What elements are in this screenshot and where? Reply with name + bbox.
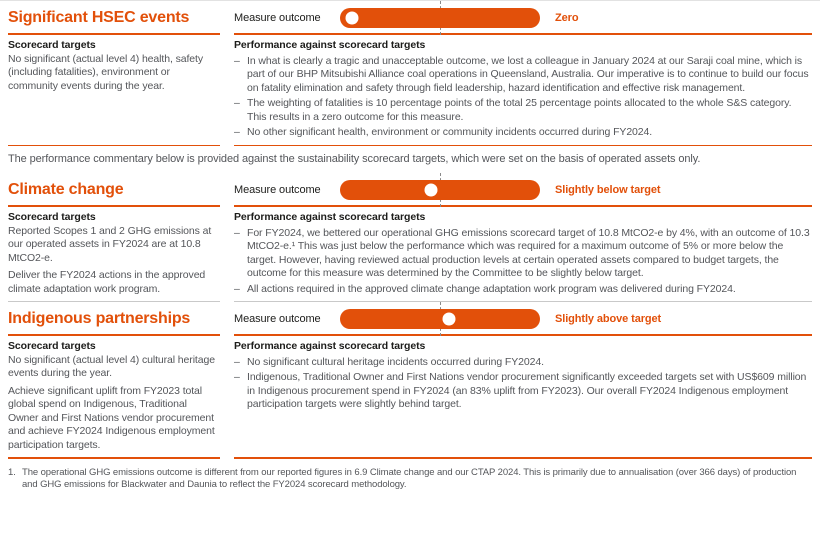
slider-track <box>340 180 540 200</box>
outcome-slider <box>340 180 540 200</box>
section-header-row <box>8 302 812 334</box>
outcome-slider <box>340 8 540 28</box>
scorecard-targets-heading: Scorecard targets <box>8 340 96 352</box>
footnote-text: The operational GHG emissions outcome is different from our reported figures in 6.9 Climate change and our CTAP 2024. This is primarily due to annualisation (over 366 days) of production and GHG emissions for Blackwater and Daunia to reflect the FY2024 scorecard methodology. <box>22 466 797 490</box>
target-paragraph: Reported Scopes 1 and 2 GHG emissions at our operated assets in FY2024 are at 10.8 MtCO2-e. <box>8 224 212 264</box>
bullet-dash: – <box>234 355 240 368</box>
section-climate-change <box>8 173 812 302</box>
performance-bullet: – In what is clearly a tragic and unacceptable outcome, we lost a colleague in January 2024 at our Saraji coal mine, which is part of our BHP Mitsubishi Alliance coal operations in Queensland, Australia. Our imperative is to continue to build our focus on fatality elimination and safety through field leadership, hazard identification and effective risk management. <box>234 54 809 94</box>
section-end-divider <box>8 457 812 459</box>
scorecard-targets-column <box>8 211 220 296</box>
target-paragraph: No significant (actual level 4) health, safety (including fatalities), environment or community events during the year. <box>8 52 204 92</box>
footnote-number: 1. <box>8 466 16 478</box>
performance-heading: Performance against scorecard targets <box>234 211 426 223</box>
section-header-row <box>8 1 812 33</box>
bullet-dash: – <box>234 226 240 239</box>
performance-column <box>234 39 812 140</box>
performance-bullet: – Indigenous, Traditional Owner and First Nations vendor procurement significantly exceeded targets set with US$609 million in Indigenous procurement spend in FY2024 (an 83% uplift from FY2023). Our overall FY2024 Indigenous employment participation targets were slightly behind target. <box>234 371 807 410</box>
scorecard-targets-heading: Scorecard targets <box>8 39 96 51</box>
measure-outcome-label: Measure outcome <box>234 184 321 196</box>
bullet-dash: – <box>234 97 240 109</box>
target-paragraph: Achieve significant uplift from FY2023 total global spend on Indigenous, Traditional Owner and First Nations vendor procurement and achieve FY2024 Indigenous employment participation targets. <box>8 384 215 451</box>
slider-knob <box>443 313 456 326</box>
target-paragraph: No significant (actual level 4) cultural heritage events during the year. <box>8 353 215 379</box>
section-title: Significant HSEC events <box>8 9 190 26</box>
section-end-divider <box>8 145 812 147</box>
section-end-divider <box>8 301 812 302</box>
header-divider <box>8 33 812 35</box>
slider-track <box>340 8 540 28</box>
performance-bullet: – The weighting of fatalities is 10 percentage points of the total 25 percentage points allocated to the whole S&S category. This results in a zero outcome for this measure. <box>234 97 792 123</box>
measure-outcome-row <box>234 180 812 200</box>
commentary-note: The performance commentary below is provided against the sustainability scorecard targets, which were set on the basis of operated assets only. <box>8 153 701 165</box>
slider-track <box>340 309 540 329</box>
slider-knob <box>425 184 438 197</box>
performance-column <box>234 340 812 452</box>
bullet-dash: – <box>234 282 240 295</box>
scorecard-targets-column <box>8 340 220 452</box>
section-body <box>8 207 812 301</box>
measure-outcome-label: Measure outcome <box>234 313 321 325</box>
section-title: Climate change <box>8 181 124 198</box>
footnote <box>8 459 812 491</box>
scorecard-targets-heading: Scorecard targets <box>8 211 96 223</box>
section-body <box>8 336 812 457</box>
section-body <box>8 35 812 145</box>
measure-outcome-label: Measure outcome <box>234 12 321 24</box>
outcome-status: Slightly below target <box>555 184 661 196</box>
outcome-slider <box>340 309 540 329</box>
bullet-dash: – <box>234 371 240 383</box>
performance-bullet: – All actions required in the approved climate change adaptation work program was delivered during FY2024. <box>234 282 736 295</box>
section-indigenous-partnerships <box>8 302 812 459</box>
measure-outcome-row <box>234 8 812 28</box>
outcome-status: Slightly above target <box>555 313 662 325</box>
section-hsec-events <box>8 1 812 146</box>
measure-outcome-row <box>234 309 812 329</box>
performance-column <box>234 211 812 296</box>
header-divider <box>8 334 812 336</box>
header-divider <box>8 205 812 207</box>
bullet-dash: – <box>234 126 240 138</box>
slider-knob <box>346 12 359 25</box>
section-title: Indigenous partnerships <box>8 310 191 327</box>
performance-bullet: – No significant cultural heritage incidents occurred during FY2024. <box>234 355 544 368</box>
performance-bullet: – No other significant health, environment or community incidents occurred during FY2024. <box>234 126 653 138</box>
section-header-row <box>8 173 812 205</box>
performance-heading: Performance against scorecard targets <box>234 39 426 51</box>
target-paragraph: Deliver the FY2024 actions in the approved climate adaptation work program. <box>8 269 206 295</box>
bullet-dash: – <box>234 54 240 67</box>
performance-bullet: – For FY2024, we bettered our operational GHG emissions scorecard target of 10.8 MtCO2-e by 4%, with an outcome of 10.3 MtCO2-e.¹ This was just below the performance which was required for a maximum outcome of 5% or more below the target. However, having reviewed actual production levels at certain operated assets compared to budget targets, the outcome for this measure was determined by the Committee to be slightly below target. <box>234 226 810 279</box>
outcome-status: Zero <box>555 12 579 24</box>
scorecard-targets-column <box>8 39 220 140</box>
performance-heading: Performance against scorecard targets <box>234 340 426 352</box>
